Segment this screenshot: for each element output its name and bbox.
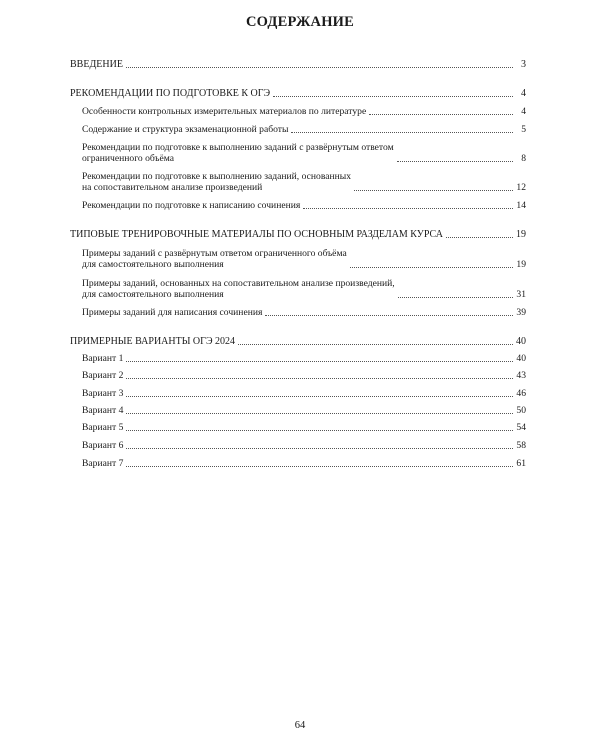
toc-page-number: 4 (521, 106, 526, 117)
toc-entry-variant[interactable] (82, 353, 526, 364)
toc-page-number: 61 (516, 458, 526, 469)
toc-entry[interactable] (82, 278, 526, 300)
dot-leader (126, 466, 513, 467)
page-number: 64 (294, 720, 306, 731)
dot-leader (126, 361, 513, 362)
dot-leader (291, 132, 513, 133)
toc-page-number: 31 (516, 289, 526, 300)
toc-page-number: 4 (521, 88, 526, 99)
toc-page-number: 39 (516, 307, 526, 318)
dot-leader (238, 344, 513, 345)
toc-entry-text: Вариант 3 (82, 388, 124, 399)
toc-entry-text: Рекомендации по подготовке к написанию сочинения (82, 200, 301, 211)
toc-entry-text: ПРИМЕРНЫЕ ВАРИАНТЫ ОГЭ 2024 (70, 336, 236, 347)
toc-page-number: 8 (521, 153, 526, 164)
toc-entry-text: Вариант 6 (82, 440, 124, 451)
toc-entry[interactable] (82, 142, 526, 164)
toc-entry-text: Вариант 4 (82, 405, 124, 416)
toc-page-number: 54 (516, 422, 526, 433)
toc-entry-text: Содержание и структура экзаменационной работы (82, 124, 289, 135)
toc-entry-text: Рекомендации по подготовке к выполнению заданий, основанных на сопоставительном анализе произведений (82, 171, 351, 193)
toc-entry-text: Примеры заданий, основанных на сопоставительном анализе произведений, для самостоятельного выполнения (82, 278, 395, 300)
toc-entry-text: Вариант 7 (82, 458, 124, 469)
dot-leader (273, 96, 513, 97)
toc-entry-variant[interactable] (82, 405, 526, 416)
toc-page-number: 14 (516, 200, 526, 211)
toc-entry-text: ТИПОВЫЕ ТРЕНИРОВОЧНЫЕ МАТЕРИАЛЫ ПО ОСНОВНЫМ РАЗДЕЛАМ КУРСА (70, 229, 443, 240)
toc-page-number: 5 (521, 124, 526, 135)
toc-entry-text: Вариант 2 (82, 370, 124, 381)
toc-entry-introduction[interactable] (70, 59, 526, 70)
dot-leader (354, 190, 513, 191)
toc-entry[interactable] (82, 248, 526, 270)
toc-page-number: 40 (516, 353, 526, 364)
page-title: СОДЕРЖАНИЕ (245, 14, 355, 30)
dot-leader (126, 378, 513, 379)
toc-entry-text: Вариант 5 (82, 422, 124, 433)
toc-entry-section-training-materials[interactable] (70, 229, 526, 240)
toc-entry[interactable] (82, 124, 526, 135)
dot-leader (446, 237, 513, 238)
dot-leader (126, 413, 513, 414)
toc-entry-text: Рекомендации по подготовке к выполнению заданий с развёрнутым ответом ограниченного объёма (82, 142, 394, 164)
toc-page-number: 43 (516, 370, 526, 381)
toc-entry-text: Особенности контрольных измерительных материалов по литературе (82, 106, 367, 117)
toc-entry-section-recommendations[interactable] (70, 88, 526, 99)
toc-entry-variant[interactable] (82, 458, 526, 469)
toc-page-number: 12 (516, 182, 526, 193)
dot-leader (126, 396, 513, 397)
toc-entry-text: Вариант 1 (82, 353, 124, 364)
dot-leader (126, 448, 513, 449)
toc-entry-text: Примеры заданий с развёрнутым ответом ограниченного объёма для самостоятельного выполнения (82, 248, 347, 270)
toc-entry-text: Примеры заданий для написания сочинения (82, 307, 263, 318)
toc-page-number: 19 (516, 229, 526, 240)
toc-page-number: 40 (516, 336, 526, 347)
toc-page-number: 58 (516, 440, 526, 451)
dot-leader (397, 161, 513, 162)
dot-leader (369, 114, 513, 115)
dot-leader (350, 267, 513, 268)
toc-entry-variant[interactable] (82, 370, 526, 381)
toc-page-number: 46 (516, 388, 526, 399)
toc-entry-section-sample-variants[interactable] (70, 336, 526, 347)
toc-entry-text: РЕКОМЕНДАЦИИ ПО ПОДГОТОВКЕ К ОГЭ (70, 88, 271, 99)
toc-entry[interactable] (82, 171, 526, 193)
toc-page-number: 3 (521, 59, 526, 70)
dot-leader (398, 297, 513, 298)
toc-entry-variant[interactable] (82, 422, 526, 433)
dot-leader (265, 315, 513, 316)
toc-entry-variant[interactable] (82, 388, 526, 399)
toc-entry[interactable] (82, 307, 526, 318)
toc-entry-text: ВВЕДЕНИЕ (70, 59, 123, 70)
toc-entry[interactable] (82, 106, 526, 117)
toc-entry-variant[interactable] (82, 440, 526, 451)
dot-leader (126, 67, 513, 68)
toc-page-number: 50 (516, 405, 526, 416)
toc-entry[interactable] (82, 200, 526, 211)
dot-leader (303, 208, 513, 209)
toc-page-number: 19 (516, 259, 526, 270)
dot-leader (126, 430, 513, 431)
